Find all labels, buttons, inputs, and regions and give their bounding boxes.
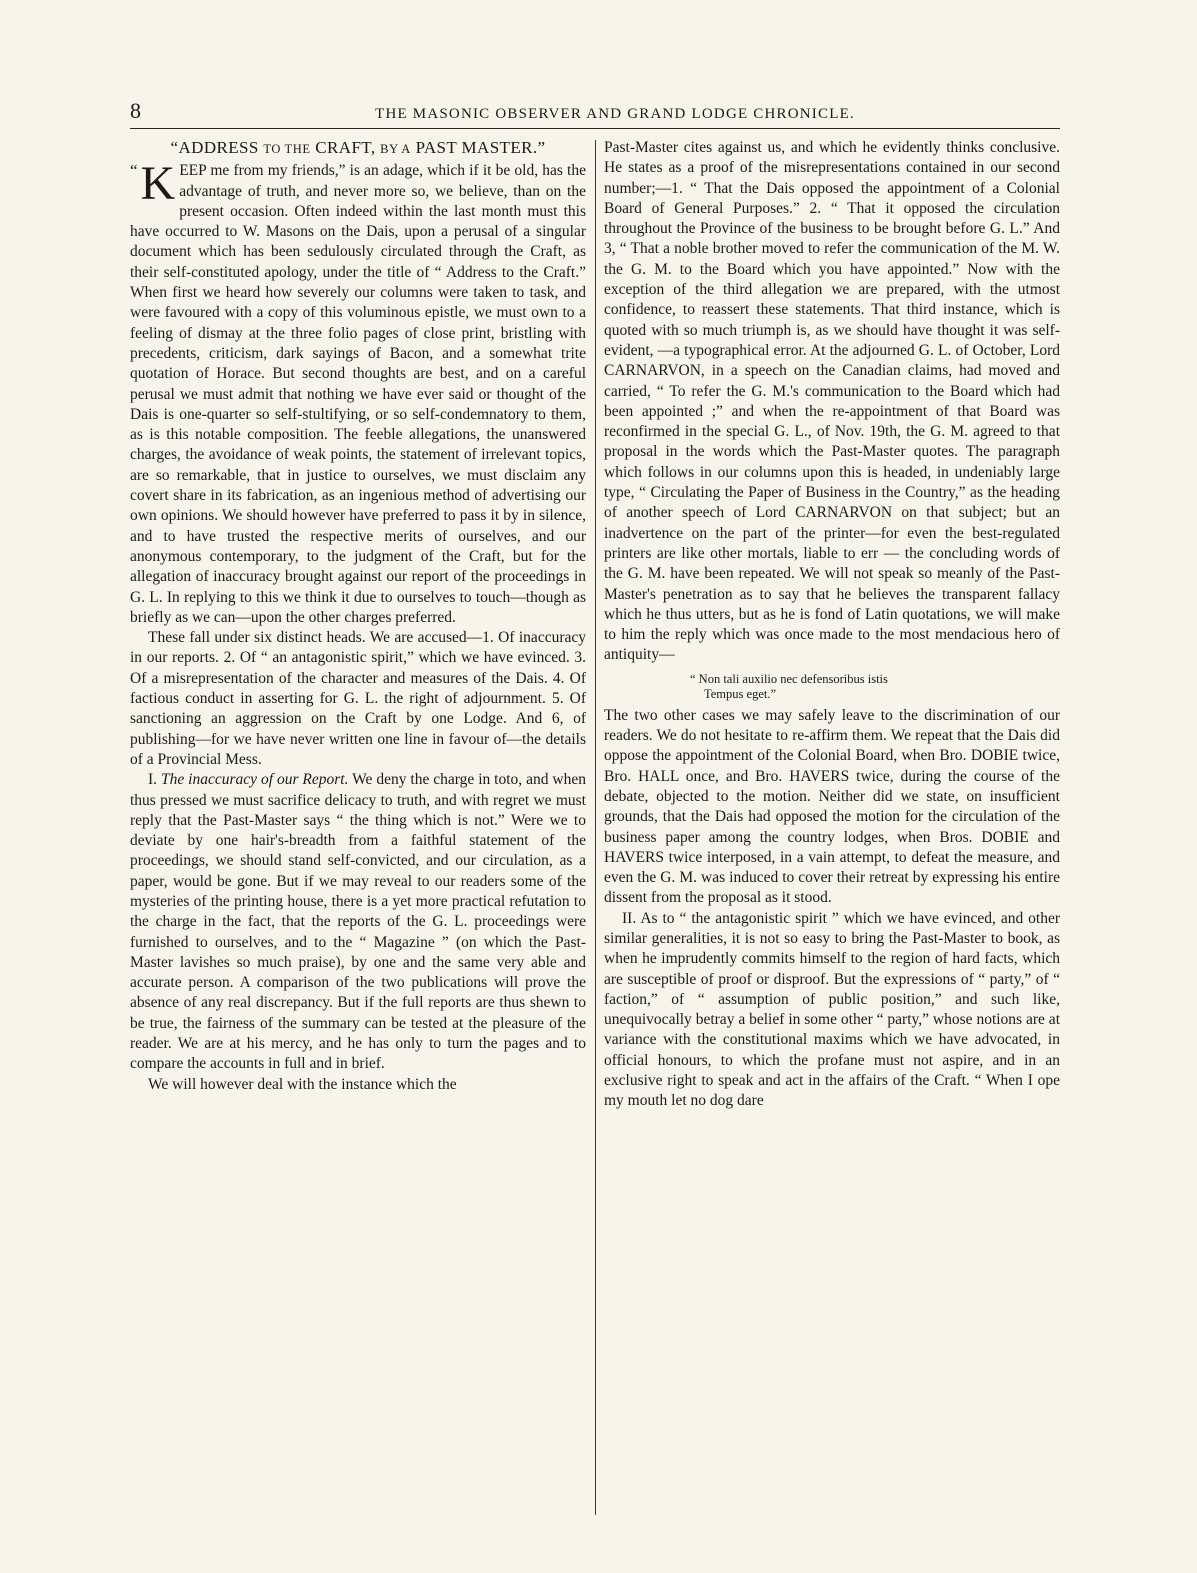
- right-paragraph-3: II. As to “ the antagonistic spirit ” which we have evinced, and other similar generalities, it is not so easy to bring the Past-Master to book, as when he imprudently commits himself to the region of hard facts, which are susceptible of proof or disproof. But the expressions of “ party,” of “ faction,” of “ assumption of public position,” and such like, unequivocally betray a belief in some other “ party,” whose notions are at variance with the constitutional maxims which we have advocated, in official honours, to which the profane must not aspire, and in an exclusive right to speak and act in the affairs of the Craft. “ When I ope my mouth let no dog dare: [604, 909, 1060, 1110]
- column-divider: [595, 140, 596, 1515]
- page-number: 8: [130, 98, 141, 123]
- article-title: “ADDRESS TO THE CRAFT, BY A PAST MASTER.”: [170, 138, 546, 157]
- running-title: THE MASONIC OBSERVER AND GRAND LODGE CHRONICLE.: [375, 106, 855, 122]
- newspaper-page: [130, 98, 1060, 1518]
- left-paragraph-2: These fall under six distinct heads. We are accused—1. Of inaccuracy in our reports. 2. Of “ an antagonistic spirit,” which we have evinced. 3. Of a misrepresentation of the character and measures of the Dais. 4. Of factious conduct in asserting for G. L. the right of adjournment. 5. Of sanctioning an aggression on the Craft by one Lodge. And 6, of publishing—for we have never written one line in favour of—the details of a Provincial Mess.: [130, 629, 586, 768]
- page-header: [130, 98, 1060, 129]
- left-paragraph-1: “ K EEP me from my friends,” is an adage, which if it be old, has the advantage of truth, and never more so, we believe, than on the present occasion. Often indeed within the last month must this have occurred to W. Masons on the Dais, upon a perusal of a singular document which has been sedulously circulated through the Craft, as their self-constituted apology, under the title of “ Address to the Craft.” When first we heard how severely our columns were taken to task, and were favoured with a copy of this voluminous epistle, we must own to a feeling of dismay at the three folio pages of close print, bristling with precedents, criticism, dark sayings of Bacon, and a somewhat trite quotation of Horace. But second thoughts are best, and on a careful perusal we must admit that nothing we have ever said or thought of the Dais is one-quarter so self-stultifying, or so self-condemnatory to them, as is this notable composition. The feeble allegations, the unanswered charges, the avoidance of weak points, the statement of irrelevant topics, are so remarkable, that in justice to ourselves, we must disclaim any covert share in its fabrication, as an ingenious method of advertising our own opinions. We should however have preferred to pass it by in silence, and to have trusted the respective merits of ourselves, and our anonymous contemporary, to the judgment of the Craft, but for the allegation of inaccuracy brought against our report of the proceedings in G. L. In replying to this we think it due to ourselves to touch—though as briefly as we can—upon the other charges preferred.: [130, 157, 586, 626]
- right-paragraph-2: The two other cases we may safely leave to the discrimination of our readers. We do not hesitate to re-affirm them. We repeat that the Dais did oppose the appointment of the Colonial Board, when Bro. DOBIE twice, Bro. HALL once, and Bro. HAVERS twice, during the course of the debate, objected to the motion. Neither did we state, on insufficient grounds, that the Dais had opposed the motion for the circulation of the business paper among the country lodges, when Bros. DOBIE and HAVERS twice interposed, in a vain attempt, to defeat the measure, and even the G. M. was induced to cover their retreat by expressing his entire dissent from the proposal as it stood.: [604, 706, 1060, 907]
- latin-quotation: “ Non tali auxilio nec defensoribus istis Tempus eget.”: [690, 671, 888, 701]
- left-column: [130, 138, 586, 1518]
- right-paragraph-1: Past-Master cites against us, and which he evidently thinks conclusive. He states as a proof of the misrepresentations contained in our second number;—1. “ That the Dais opposed the appointment of a Colonial Board of General Purposes.” 2. “ That it opposed the circulation throughout the Province of the business to be brought before G. L.” And 3, “ That a noble brother moved to refer the communication of the M. W. the G. M. to the Board which you have appointed.” Now with the exception of the third allegation we are prepared, with the utmost confidence, to reassert these statements. That third instance, which is quoted with so much triumph is, as we should have thought it was self-evident, —a typographical error. At the adjourned G. L. of October, Lord CARNARVON, in a speech on the Canadian claims, had moved and carried, “ To refer the G. M.'s communication to the Board which had been appointed ;” and when the re-appointment of that Board was reconfirmed in the special G. L., of Nov. 19th, the G. M. agreed to that proposal in the words which the Past-Master quotes. The paragraph which follows in our columns upon this is headed, in undeniably large type, “ Circulating the Paper of Business in the Country,” as the heading of another speech of Lord CARNARVON on that subject; but an inadvertence on the part of the printer—for even the best-regulated printers are like other mortals, liable to err — the concluding words of the G. M. have been repeated. We will not speak so meanly of the Past-Master's penetration as to say that he believes the transparent fallacy which he thus utters, but as he is fond of Latin quotations, we will make to him the reply which was once made to the most mendacious hero of antiquity—: [604, 139, 1060, 664]
- article-columns: [130, 138, 1060, 1518]
- left-paragraph-4: We will however deal with the instance which the: [148, 1075, 457, 1093]
- right-column: [604, 138, 1060, 1518]
- left-paragraph-3: I. The inaccuracy of our Report. We deny the charge in toto, and when thus pressed we must sacrifice delicacy to truth, and with regret we must reply that the Past-Master says “ the thing which is not.” Were we to deviate by one hair's-breadth from a faithful statement of the proceedings, we should stand self-convicted, and our circulation, as a paper, would be gone. But if we may reveal to our readers some of the mysteries of the printing house, there is a yet more practical refutation to the charge in the fact, that the reports of the G. L. proceedings were furnished to ourselves, and to the “ Magazine ” (on which the Past-Master lavishes so much praise), by one and the same very able and accurate person. A comparison of the two publications will prove the absence of any real discrepancy. But if the full reports are thus shewn to be true, the fairness of the summary can be tested at the pleasure of the reader. We are at his mercy, and he has only to turn the pages and to compare the accounts in full and in brief.: [130, 771, 586, 1073]
- drop-cap: K: [140, 157, 176, 211]
